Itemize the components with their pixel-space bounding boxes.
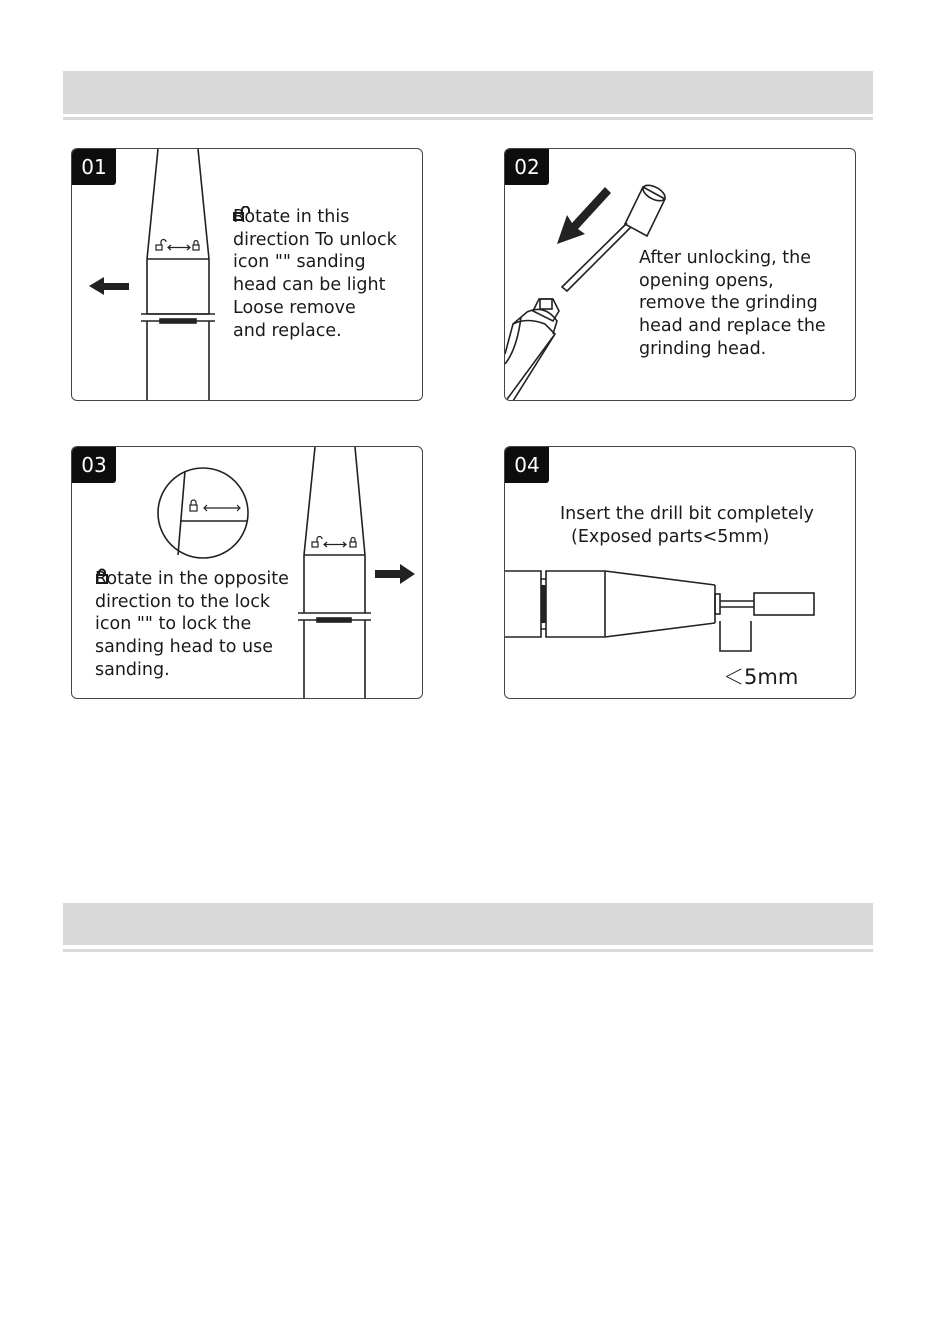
step-instructions: Rotate in this direction To unlock icon " " sanding head can be light Loose remove and replace. [233,207,397,341]
unlock-lock-indicator [312,537,356,548]
step-instructions: Insert the drill bit completely (Exposed parts<5mm) [560,504,814,547]
section-header-rule-top [63,117,873,120]
step-number-badge: 01 [72,149,116,185]
section-header-band-top [63,71,873,114]
handpiece-icon [505,299,559,401]
step-panel-02 [504,148,856,401]
step-panel-01 [71,148,423,401]
arrow-down-left-icon [557,187,611,244]
section-header-band-bottom [63,903,873,945]
drill-depth-illustration [505,447,856,699]
arrow-right-icon [375,564,415,584]
depth-limit-label: ＜5mm [723,665,799,689]
lock-icon [95,568,109,584]
step-number-badge: 03 [72,447,116,483]
step-instructions: Rotate in the opposite direction to the lock icon " " to lock the sanding head to use sanding. [95,569,289,680]
unlock-lock-indicator [156,240,199,251]
arrow-left-icon [89,277,129,295]
step-instructions: After unlocking, the opening opens, remove the grinding head and replace the grinding head. [639,248,826,359]
zoom-circle-icon [158,468,248,558]
handpiece-icon [505,571,720,637]
step-number-badge: 04 [505,447,549,483]
step-number-badge: 02 [505,149,549,185]
drill-bit-icon [720,593,814,615]
section-header-rule-bottom [63,949,873,952]
step-panel-04 [504,446,856,699]
step-panel-03 [71,446,423,699]
unlock-icon [233,206,251,222]
depth-measurement-bracket [720,621,751,651]
handle-illustration [298,447,371,699]
